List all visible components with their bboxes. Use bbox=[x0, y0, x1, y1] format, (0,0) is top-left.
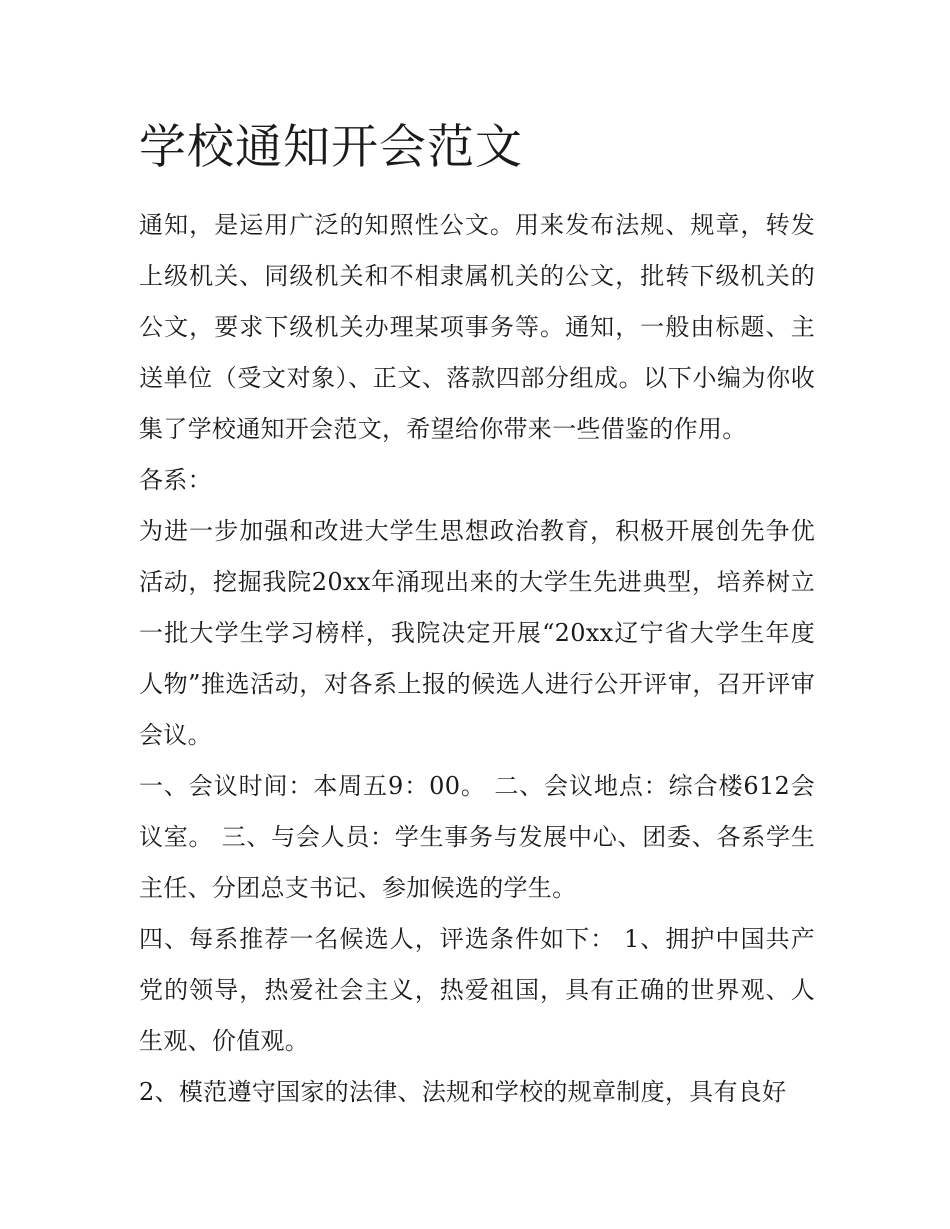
intro-paragraph: 通知，是运用广泛的知照性公文。用来发布法规、规章，转发上级机关、同级机关和不相隶属机关的公文，批转下级机关的公文，要求下级机关办理某项事务等。通知，一般由标题、主送单位（受文对象）、正文、落款四部分组成。以下小编为你收集了学校通知开会范文，希望给你带来一些借鉴的作用。 bbox=[139, 211, 815, 443]
document-body bbox=[139, 118, 815, 1118]
salutation: 各系： bbox=[139, 466, 212, 494]
criteria-paragraph: 四、每系推荐一名候选人，评选条件如下： 1、拥护中国共产党的领导，热爱社会主义，热爱祖国，具有正确的世界观、人生观、价值观。 bbox=[139, 925, 815, 1055]
document-title: 学校通知开会范文 bbox=[139, 120, 523, 175]
body-paragraph: 为进一步加强和改进大学生思想政治教育，积极开展创先争优活动，挖掘我院20xx年涌现出来的大学生先进典型，培养树立一批大学生学习榜样，我院决定开展“20xx辽宁省大学生年度人物”推选活动，对各系上报的候选人进行公开评审，召开评审会议。 bbox=[139, 517, 815, 749]
criteria-paragraph-2: 2、模范遵守国家的法律、法规和学校的规章制度，具有良好 bbox=[139, 1078, 787, 1106]
meeting-details-paragraph: 一、会议时间：本周五9：00。 二、会议地点：综合楼612会议室。 三、与会人员：学生事务与发展中心、团委、各系学生主任、分团总支书记、参加候选的学生。 bbox=[139, 772, 815, 902]
